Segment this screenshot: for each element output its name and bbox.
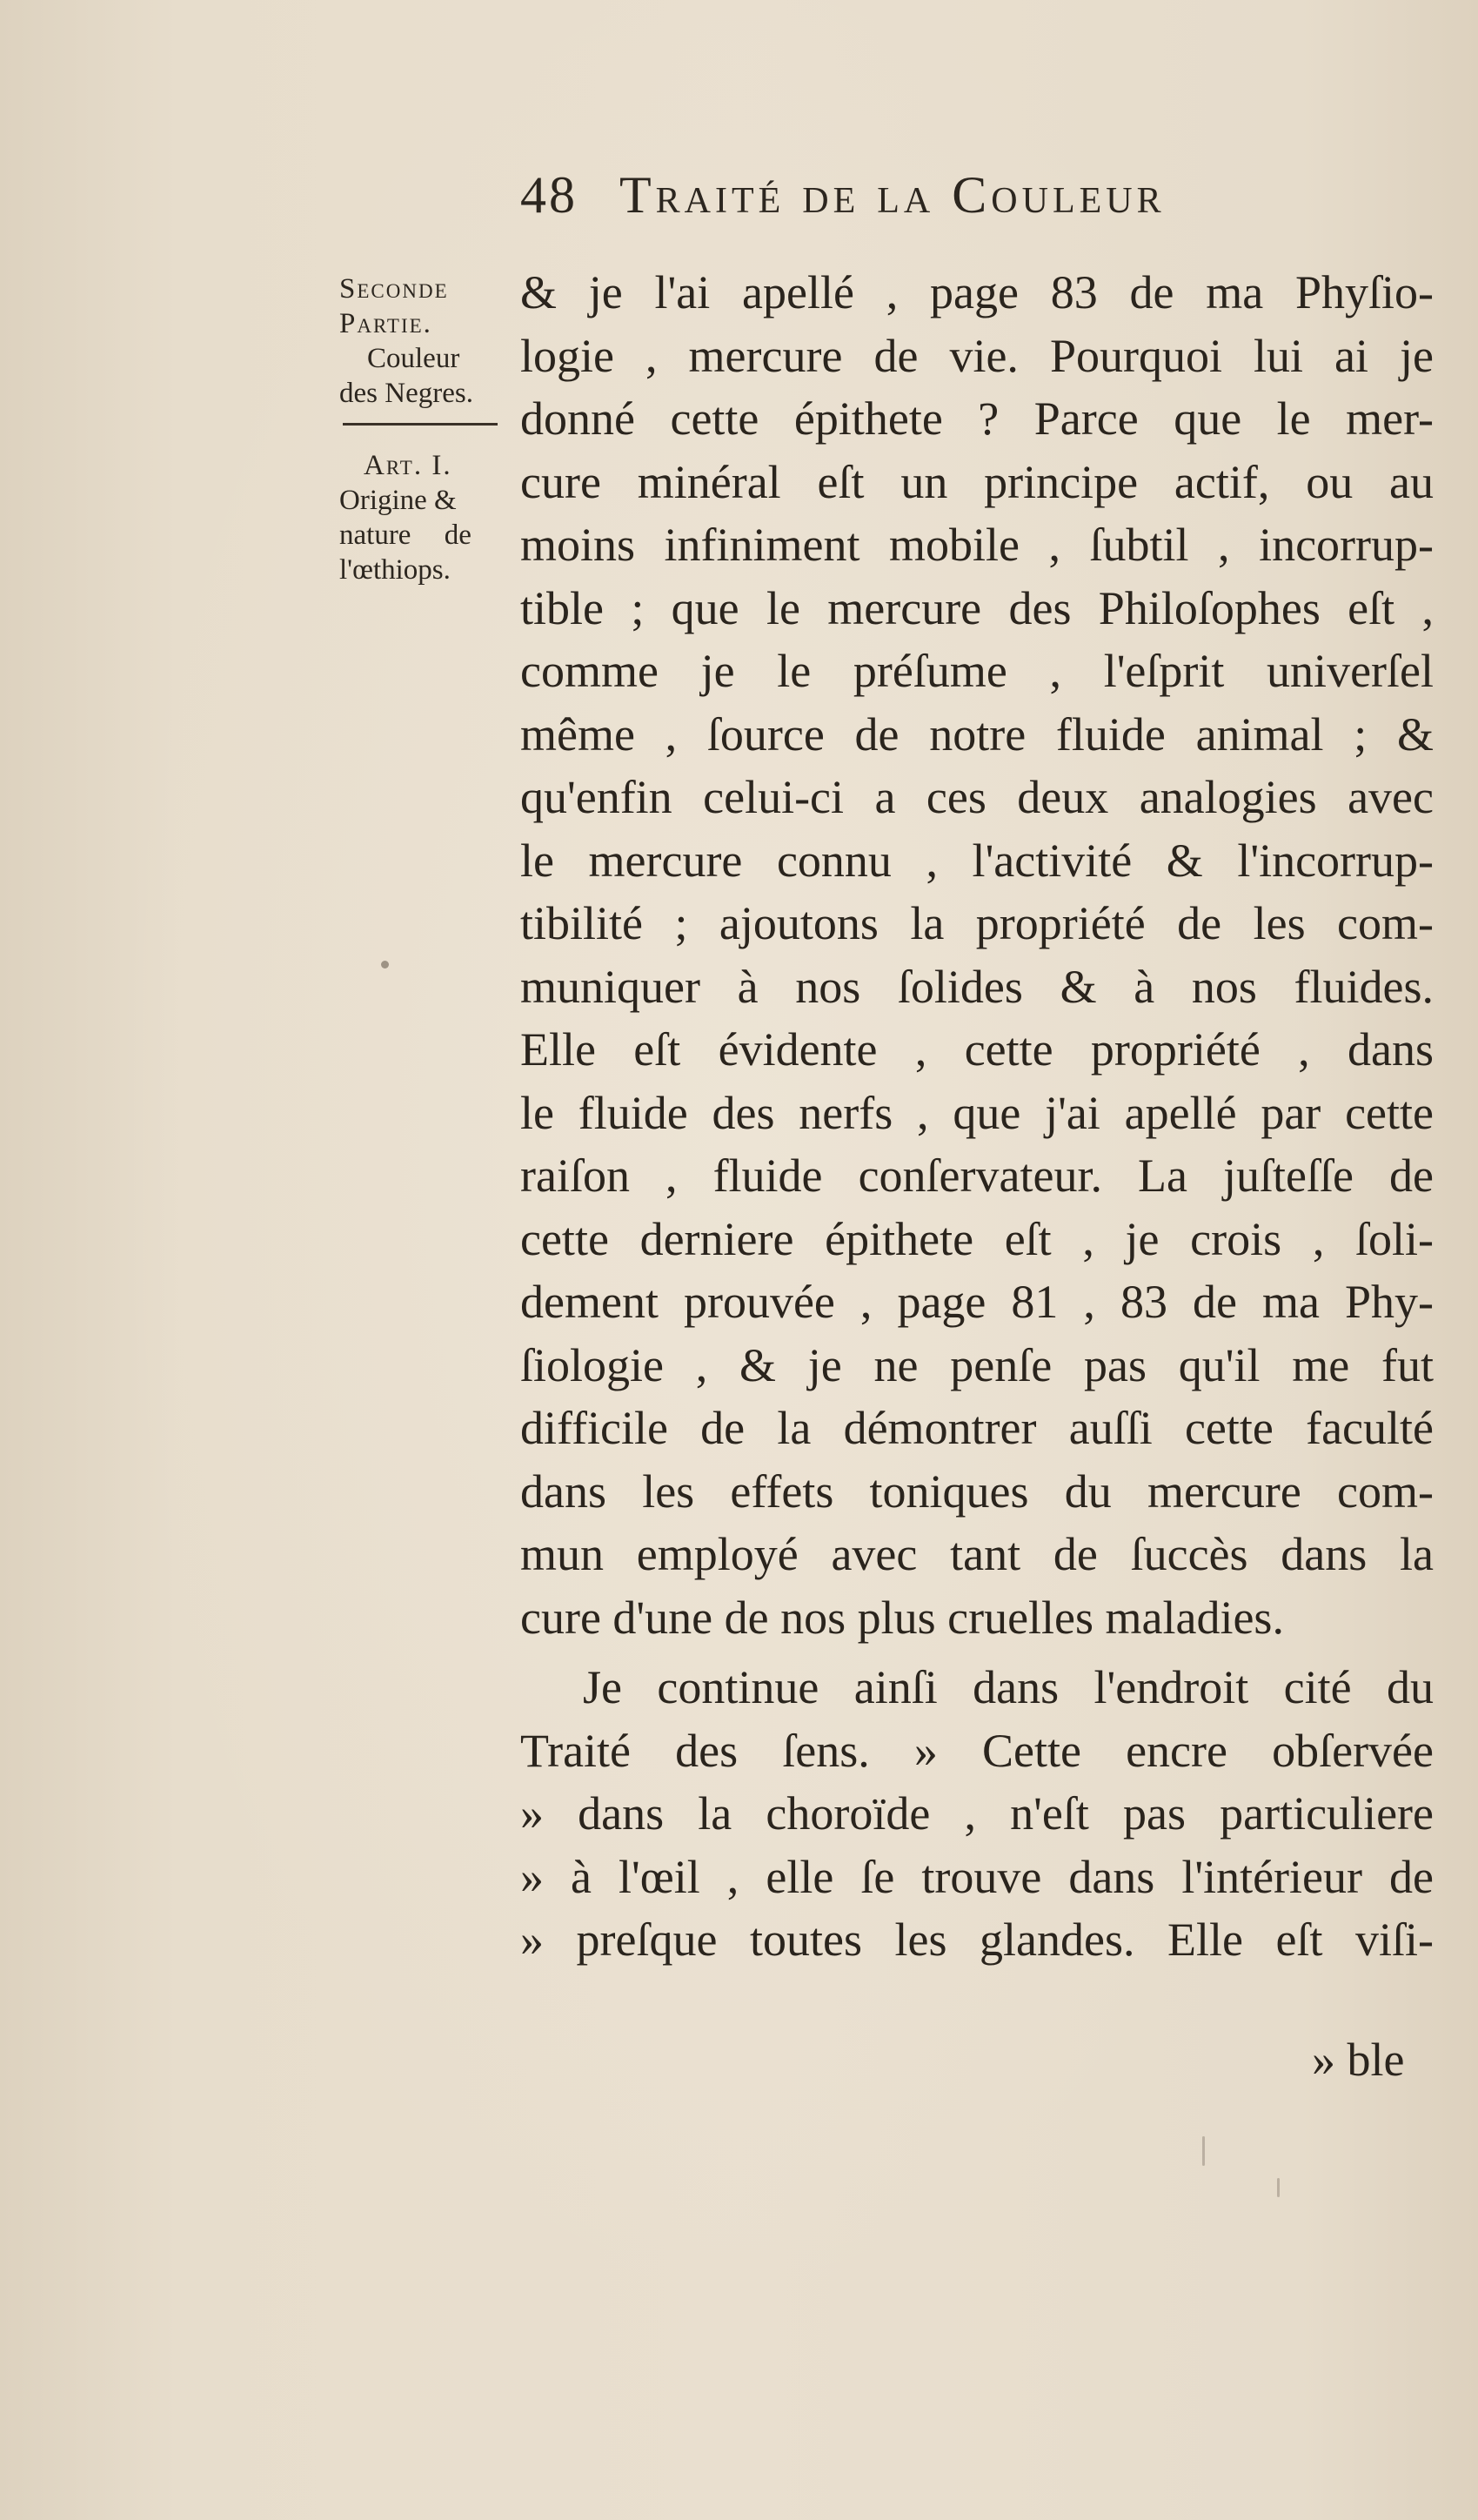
- text-line: moins infiniment mobile , ſubtil , incorrup-: [520, 519, 1434, 571]
- text-line: cette derniere épithete eſt , je crois , ſoli-: [520, 1212, 1434, 1265]
- margin-topic-1: Couleur: [367, 343, 460, 374]
- text-line: cure minéral eſt un principe actif, ou au: [520, 455, 1434, 508]
- text-line: qu'enfin celui-ci a ces deux analogies avec: [520, 771, 1434, 823]
- margin-article: Art. I.: [364, 450, 452, 481]
- text-line: donné cette épithete ? Parce que le mer-: [520, 392, 1434, 445]
- text-line: » preſque toutes les glandes. Elle eſt viſi-: [520, 1913, 1434, 1966]
- text-line: le fluide des nerfs , que j'ai apellé par cette: [520, 1086, 1434, 1139]
- text-line: muniquer à nos ſolides & à nos fluides.: [520, 960, 1434, 1013]
- text-line: tibilité ; ajoutons la propriété de les com-: [520, 897, 1434, 949]
- running-header: [520, 165, 1166, 225]
- paper-speck: [381, 961, 389, 968]
- margin-topic-2: des Negres.: [339, 378, 473, 409]
- paper-speck: [1202, 2136, 1205, 2166]
- margin-sub-3: l'œthiops.: [339, 554, 451, 586]
- text-line: » à l'œil , elle ſe trouve dans l'intérieur de: [520, 1850, 1434, 1903]
- text-line: dement prouvée , page 81 , 83 de ma Phy-: [520, 1276, 1434, 1328]
- text-line: raiſon , fluide conſervateur. La juſteſſe de: [520, 1149, 1434, 1202]
- body-text: [520, 261, 1434, 1972]
- text-line: tible ; que le mercure des Philoſophes eſt ,: [520, 581, 1434, 634]
- catchword: » ble: [1312, 2034, 1405, 2086]
- text-line: cure d'une de nos plus cruelles maladies.: [520, 1591, 1284, 1644]
- margin-sub-2: nature de: [339, 519, 471, 551]
- paragraph-gap: [520, 1649, 1434, 1656]
- text-line: » dans la choroïde , n'eſt pas particuliere: [520, 1787, 1434, 1840]
- margin-sub-1: Origine &: [339, 485, 457, 516]
- text-line: même , ſource de notre fluide animal ; &: [520, 707, 1434, 761]
- text-line: & je l'ai apellé , page 83 de ma Phyſio-: [520, 266, 1434, 318]
- margin-part-2: Partie.: [339, 308, 432, 339]
- paper-speck: [1277, 2178, 1280, 2197]
- running-title: Traité de la Couleur: [619, 166, 1166, 224]
- text-line: dans les effets toniques du mercure com-: [520, 1464, 1434, 1518]
- text-line: le mercure connu , l'activité & l'incorrup-: [520, 834, 1434, 887]
- margin-part: Seconde: [339, 273, 449, 305]
- text-line: mun employé avec tant de ſuccès dans la: [520, 1528, 1434, 1580]
- text-line: logie , mercure de vie. Pourquoi lui ai je: [520, 329, 1434, 382]
- text-line: Traité des ſens. » Cette encre obſervée: [520, 1724, 1434, 1777]
- text-line: ſiologie , & je ne penſe pas qu'il me fut: [520, 1338, 1434, 1391]
- text-line: difficile de la démontrer auſſi cette faculté: [520, 1402, 1434, 1454]
- text-line: Elle eſt évidente , cette propriété , dans: [520, 1023, 1434, 1076]
- page-number: 48: [520, 166, 578, 224]
- text-line: comme je le préſume , l'eſprit univerſel: [520, 645, 1434, 697]
- text-line: Je continue ainſi dans l'endroit cité du: [583, 1661, 1434, 1713]
- margin-rule: [343, 423, 498, 426]
- margin-notes: [339, 271, 512, 587]
